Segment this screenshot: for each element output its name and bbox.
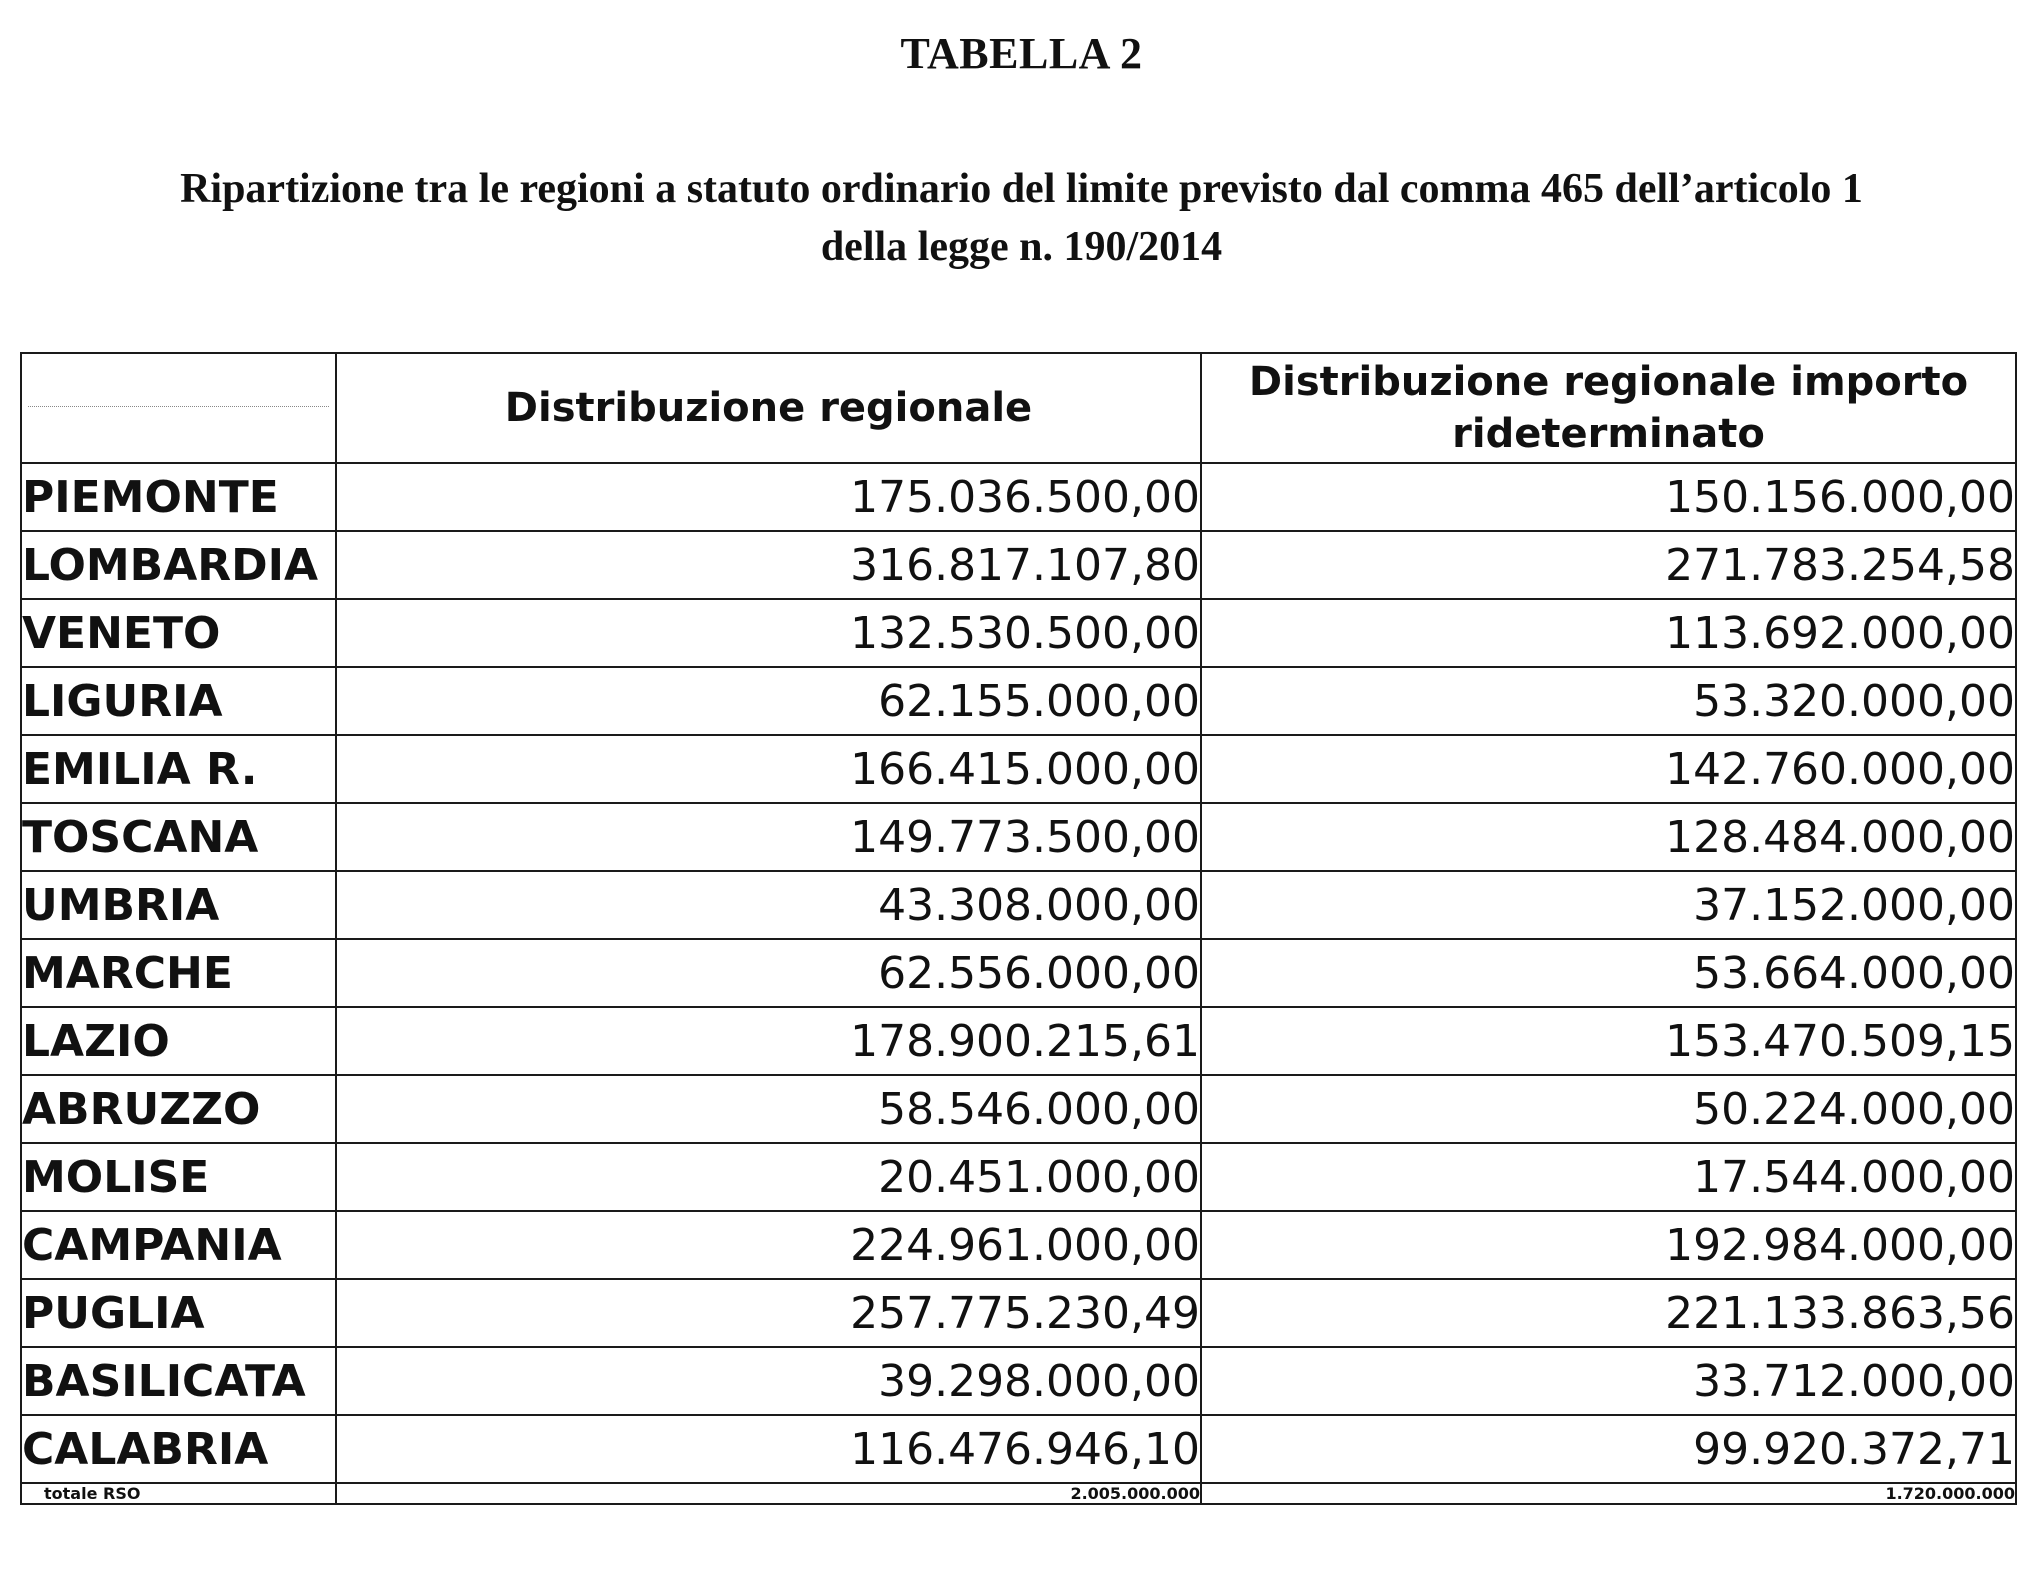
region-cell: UMBRIA (21, 871, 336, 939)
rideterminato-cell: 37.152.000,00 (1201, 871, 2016, 939)
distribuzione-cell: 62.155.000,00 (336, 667, 1201, 735)
rideterminato-cell: 142.760.000,00 (1201, 735, 2016, 803)
region-cell: MOLISE (21, 1143, 336, 1211)
allocation-table-container (20, 352, 2015, 1505)
table-row (21, 1007, 2016, 1075)
table-row (21, 803, 2016, 871)
distribuzione-cell: 132.530.500,00 (336, 599, 1201, 667)
distribuzione-cell: 58.546.000,00 (336, 1075, 1201, 1143)
subtitle-line-1: Ripartizione tra le regioni a statuto ordinario del limite previsto dal comma 465 dell’articolo 1 (180, 166, 1863, 212)
rideterminato-cell: 271.783.254,58 (1201, 531, 2016, 599)
distribuzione-cell: 257.775.230,49 (336, 1279, 1201, 1347)
rideterminato-cell: 113.692.000,00 (1201, 599, 2016, 667)
table-row (21, 599, 2016, 667)
table-row (21, 1347, 2016, 1415)
header-distribuzione: Distribuzione regionale (336, 353, 1201, 463)
allocation-table (20, 352, 2017, 1505)
total-row (21, 1483, 2016, 1504)
distribuzione-cell: 175.036.500,00 (336, 463, 1201, 531)
rideterminato-cell: 33.712.000,00 (1201, 1347, 2016, 1415)
rideterminato-cell: 150.156.000,00 (1201, 463, 2016, 531)
table-row (21, 735, 2016, 803)
table-row (21, 1279, 2016, 1347)
rideterminato-cell: 153.470.509,15 (1201, 1007, 2016, 1075)
distribuzione-cell: 116.476.946,10 (336, 1415, 1201, 1483)
header-rideterminato: Distribuzione regionale importo rideterminato (1201, 353, 2016, 463)
table-row (21, 939, 2016, 1007)
subtitle-line-2: della legge n. 190/2014 (820, 224, 1223, 270)
distribuzione-cell: 149.773.500,00 (336, 803, 1201, 871)
distribuzione-cell: 166.415.000,00 (336, 735, 1201, 803)
total-rideterminato: 1.720.000.000 (1201, 1483, 2016, 1504)
region-cell: MARCHE (21, 939, 336, 1007)
region-cell: BASILICATA (21, 1347, 336, 1415)
region-cell: ABRUZZO (21, 1075, 336, 1143)
distribuzione-cell: 62.556.000,00 (336, 939, 1201, 1007)
rideterminato-cell: 17.544.000,00 (1201, 1143, 2016, 1211)
table-row (21, 531, 2016, 599)
region-cell: EMILIA R. (21, 735, 336, 803)
rideterminato-cell: 50.224.000,00 (1201, 1075, 2016, 1143)
table-row (21, 1143, 2016, 1211)
rideterminato-cell: 192.984.000,00 (1201, 1211, 2016, 1279)
table-body (21, 463, 2016, 1483)
region-cell: LIGURIA (21, 667, 336, 735)
distribuzione-cell: 43.308.000,00 (336, 871, 1201, 939)
distribuzione-cell: 39.298.000,00 (336, 1347, 1201, 1415)
table-row (21, 1211, 2016, 1279)
distribuzione-cell: 224.961.000,00 (336, 1211, 1201, 1279)
region-cell: PIEMONTE (21, 463, 336, 531)
region-cell: LAZIO (21, 1007, 336, 1075)
document-subtitle (0, 160, 2043, 276)
table-row (21, 667, 2016, 735)
table-row (21, 1415, 2016, 1483)
region-cell: TOSCANA (21, 803, 336, 871)
region-cell: CAMPANIA (21, 1211, 336, 1279)
document-title: TABELLA 2 (900, 29, 1143, 78)
distribuzione-cell: 316.817.107,80 (336, 531, 1201, 599)
table-row (21, 871, 2016, 939)
region-cell: CALABRIA (21, 1415, 336, 1483)
region-cell: LOMBARDIA (21, 531, 336, 599)
rideterminato-cell: 53.664.000,00 (1201, 939, 2016, 1007)
header-region (21, 353, 336, 463)
distribuzione-cell: 20.451.000,00 (336, 1143, 1201, 1211)
distribuzione-cell: 178.900.215,61 (336, 1007, 1201, 1075)
region-cell: PUGLIA (21, 1279, 336, 1347)
rideterminato-cell: 99.920.372,71 (1201, 1415, 2016, 1483)
rideterminato-cell: 53.320.000,00 (1201, 667, 2016, 735)
total-label: totale RSO (21, 1483, 336, 1504)
total-distribuzione: 2.005.000.000 (336, 1483, 1201, 1504)
table-header-row (21, 353, 2016, 463)
region-cell: VENETO (21, 599, 336, 667)
rideterminato-cell: 128.484.000,00 (1201, 803, 2016, 871)
table-row (21, 1075, 2016, 1143)
table-row (21, 463, 2016, 531)
rideterminato-cell: 221.133.863,56 (1201, 1279, 2016, 1347)
